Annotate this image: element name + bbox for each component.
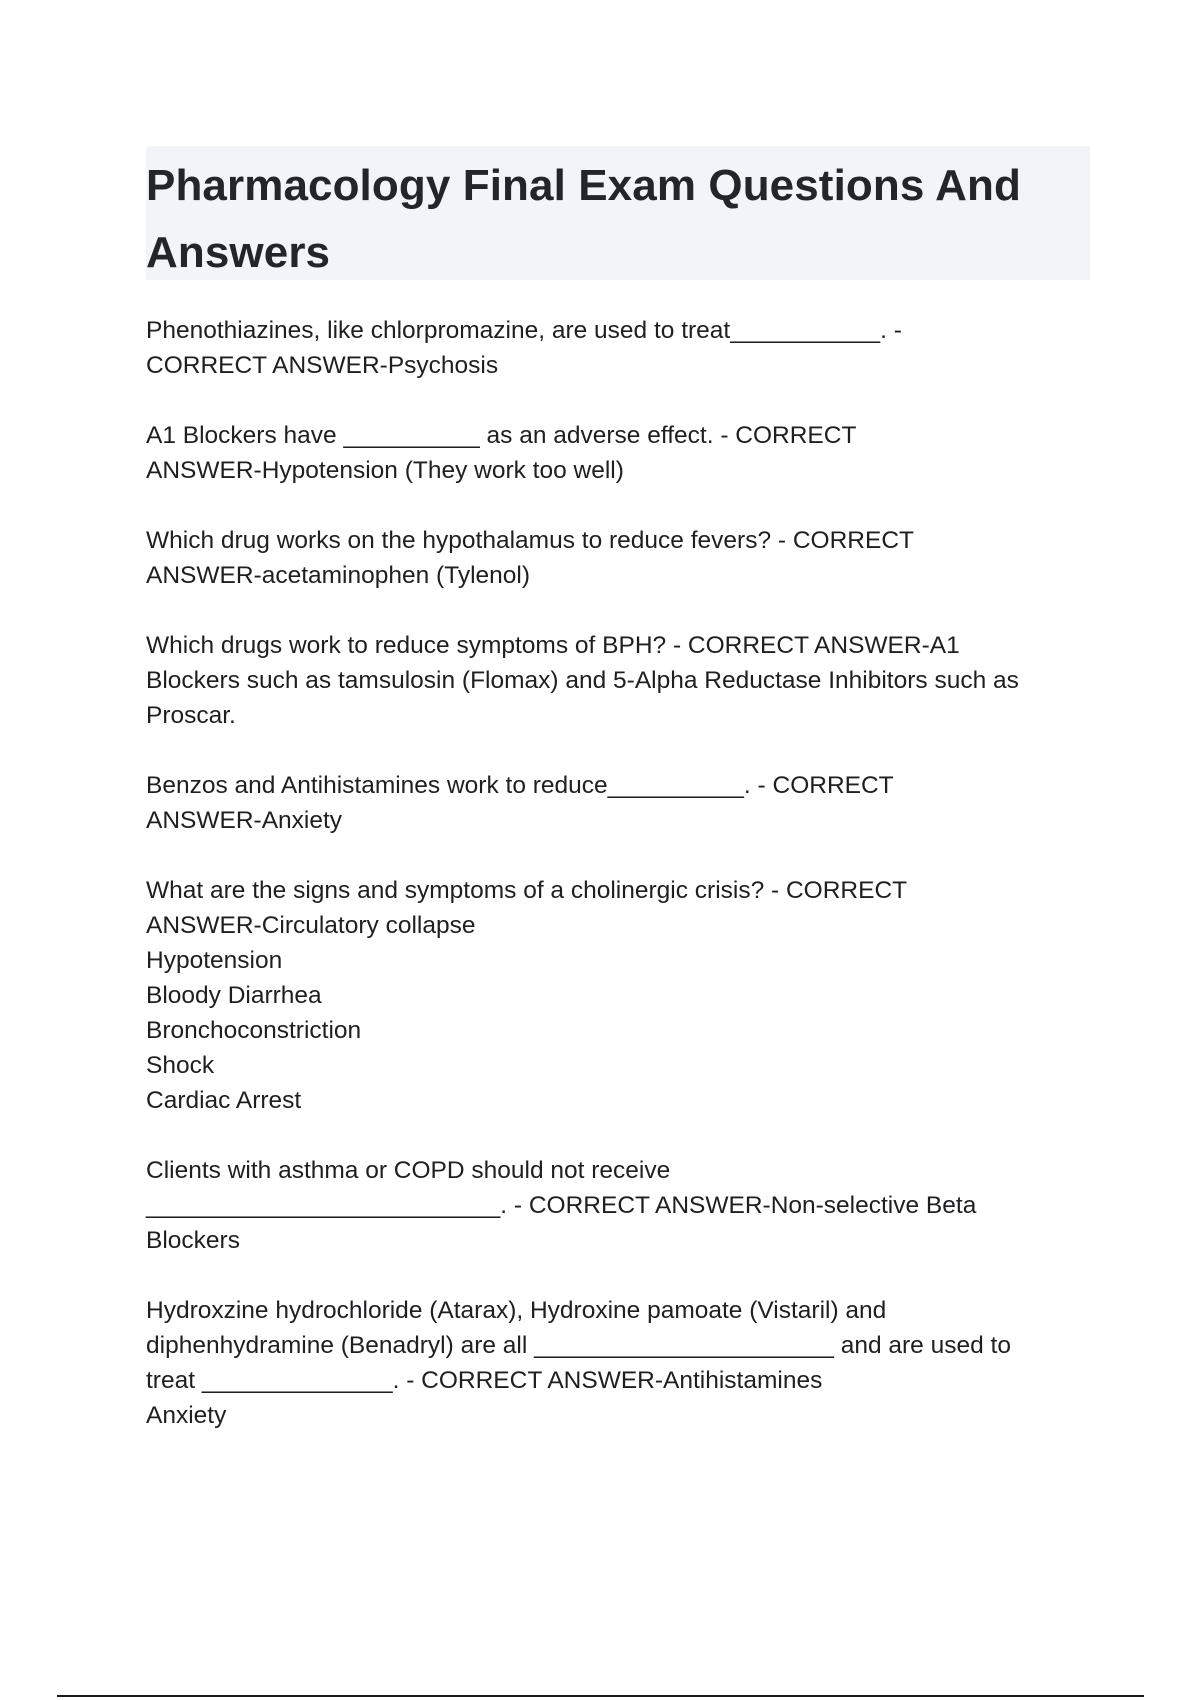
qa-line: Clients with asthma or COPD should not receive [146,1157,671,1184]
page-title: Pharmacology Final Exam Questions And Answers [146,161,1021,277]
footer-divider [57,1695,1144,1697]
qa-item [146,768,1090,838]
qa-line: Cardiac Arrest [146,1087,302,1114]
qa-line: Which drug works on the hypothalamus to reduce fevers? - CORRECT [146,527,914,554]
qa-item [146,523,1090,593]
qa-item [146,313,1090,383]
question-list [146,313,1090,1468]
qa-item [146,873,1090,1118]
qa-line: Phenothiazines, like chlorpromazine, are used to treat___________. - [146,317,902,344]
qa-line: Bloody Diarrhea [146,982,322,1009]
qa-line: ANSWER-Anxiety [146,807,343,834]
qa-line: Proscar. [146,702,236,729]
title-banner [146,146,1090,280]
qa-item [146,418,1090,488]
qa-line: Shock [146,1052,215,1079]
qa-line: Blockers [146,1227,240,1254]
qa-line: Bronchoconstriction [146,1017,362,1044]
qa-item [146,628,1090,733]
qa-line: ANSWER-acetaminophen (Tylenol) [146,562,530,589]
qa-line: Hydroxzine hydrochloride (Atarax), Hydroxine pamoate (Vistaril) and [146,1297,887,1324]
qa-line: Benzos and Antihistamines work to reduce__________. - CORRECT [146,772,894,799]
qa-line: Anxiety [146,1402,227,1429]
qa-line: CORRECT ANSWER-Psychosis [146,352,499,379]
qa-item [146,1153,1090,1258]
qa-line: A1 Blockers have __________ as an adverse effect. - CORRECT [146,422,857,449]
qa-line: diphenhydramine (Benadryl) are all ______________________ and are used to [146,1332,1011,1359]
qa-item [146,1293,1090,1433]
qa-line: treat ______________. - CORRECT ANSWER-Antihistamines [146,1367,823,1394]
qa-line: ANSWER-Circulatory collapse [146,912,476,939]
qa-line: Which drugs work to reduce symptoms of BPH? - CORRECT ANSWER-A1 [146,632,960,659]
qa-line: ANSWER-Hypotension (They work too well) [146,457,624,484]
qa-line: Hypotension [146,947,283,974]
qa-line: __________________________. - CORRECT ANSWER-Non-selective Beta [146,1192,977,1219]
qa-line: What are the signs and symptoms of a cholinergic crisis? - CORRECT [146,877,908,904]
qa-line: Blockers such as tamsulosin (Flomax) and 5-Alpha Reductase Inhibitors such as [146,667,1019,694]
